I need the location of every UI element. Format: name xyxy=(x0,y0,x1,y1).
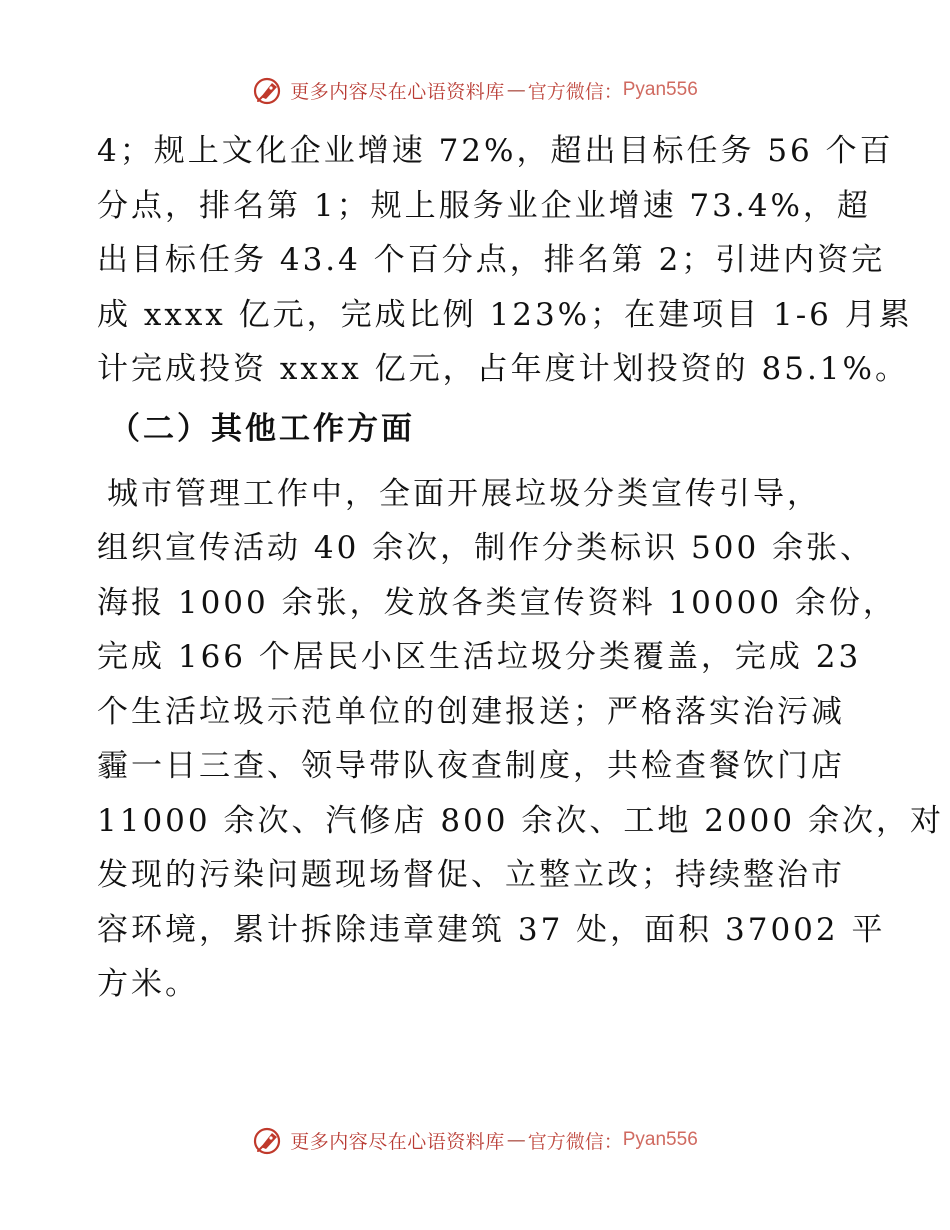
document-body xyxy=(97,124,944,1012)
text-line: 容环境，累计拆除违章建筑 37 处，面积 37002 平 xyxy=(97,911,886,948)
watermark-separator: — xyxy=(506,1129,526,1151)
watermark-label: 官方微信： xyxy=(527,1130,623,1153)
text-line: 出目标任务 43.4 个百分点，排名第 2；引进内资完 xyxy=(97,242,886,278)
text-line: 方米。 xyxy=(97,966,199,1002)
footer-watermark xyxy=(0,1122,950,1158)
paragraph-city-management xyxy=(97,467,944,1012)
text-line: 海报 1000 余张，发放各类宣传资料 10000 余份， xyxy=(97,584,897,621)
watermark-code: Pyan556 xyxy=(622,1129,698,1150)
paragraph-statistics xyxy=(97,124,913,397)
section-heading: （二）其他工作方面 xyxy=(109,410,415,447)
text-line: 计完成投资 xxxx 亿元，占年度计划投资的 85.1%。 xyxy=(97,351,909,387)
watermark-separator: — xyxy=(506,79,526,101)
watermark-text: 更多内容尽在心语资料库 xyxy=(290,80,505,103)
text-line: 组织宣传活动 40 余次，制作分类标识 500 余张、 xyxy=(97,530,875,566)
text-line: 城市管理工作中，全面开展垃圾分类宣传引导， xyxy=(107,475,821,512)
text-line: 成 xxxx 亿元，完成比例 123%；在建项目 1-6 月累 xyxy=(97,296,913,333)
text-line: 分点，排名第 1；规上服务业企业增速 73.4%，超 xyxy=(97,187,871,224)
header-watermark xyxy=(0,72,950,108)
text-line: 个生活垃圾示范单位的创建报送；严格落实治污减 xyxy=(97,693,845,730)
watermark-code: Pyan556 xyxy=(622,79,698,100)
text-line: 11000 余次、汽修店 800 余次、工地 2000 余次，对 xyxy=(97,802,944,839)
text-line: 发现的污染问题现场督促、立整立改；持续整治市 xyxy=(97,857,845,893)
pen-nib-circle-icon xyxy=(252,1124,284,1156)
text-line: 完成 166 个居民小区生活垃圾分类覆盖，完成 23 xyxy=(97,639,862,675)
pen-nib-circle-icon xyxy=(252,74,284,106)
text-line: 4；规上文化企业增速 72%，超出目标任务 56 个百 xyxy=(97,133,894,169)
text-line: 霾一日三查、领导带队夜查制度，共检查餐饮门店 xyxy=(97,748,845,784)
watermark-text: 更多内容尽在心语资料库 xyxy=(290,1130,505,1153)
watermark-label: 官方微信： xyxy=(527,80,623,103)
